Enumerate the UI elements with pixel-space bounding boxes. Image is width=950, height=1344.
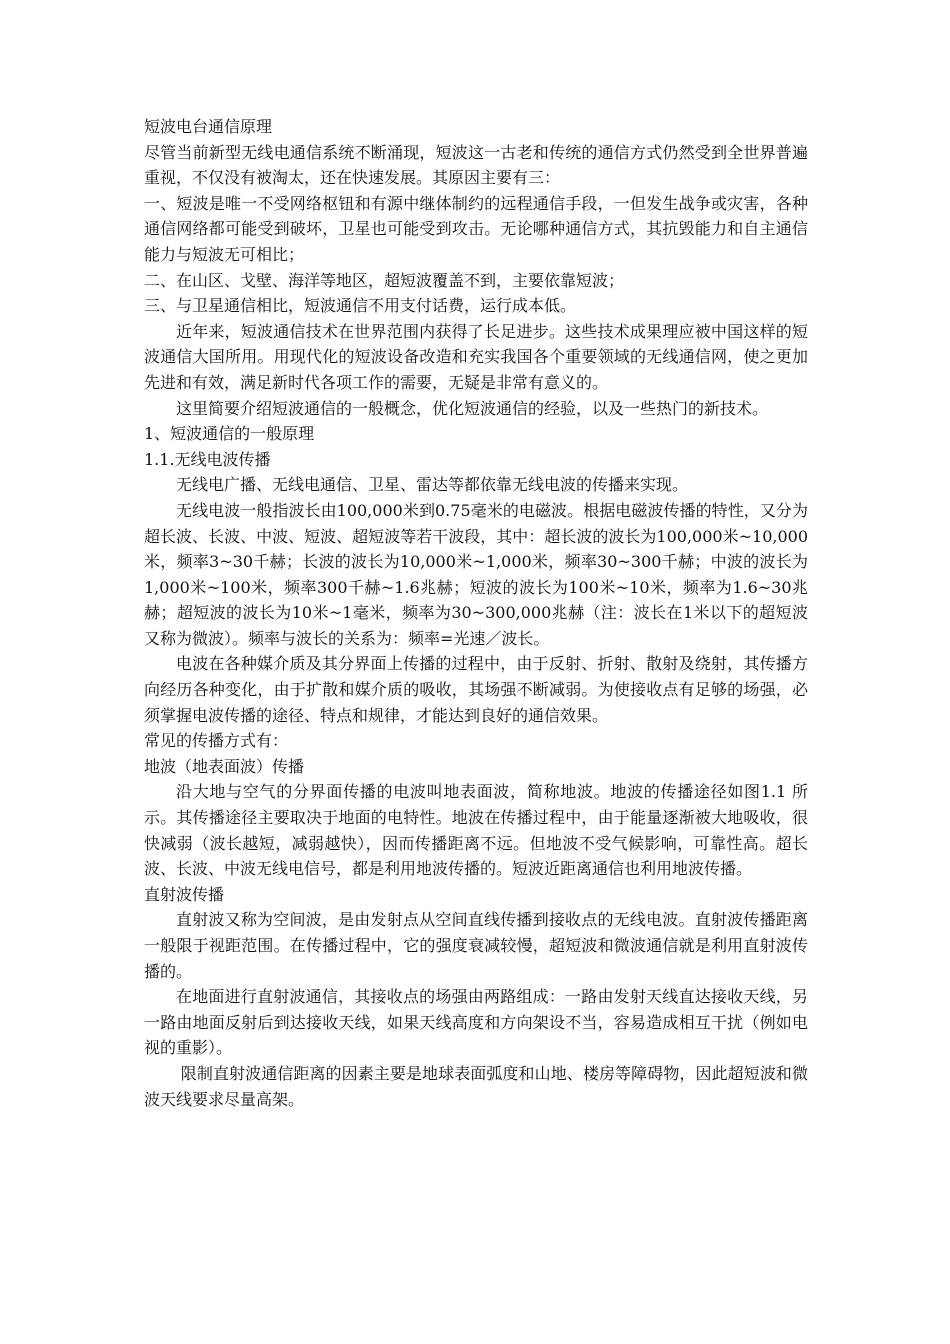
section-heading: 地波（地表面波）传播 xyxy=(144,756,305,776)
body-paragraph: 电波在各种媒介质及其分界面上传播的过程中，由于反射、折射、散射及绕射，其传播方向经历各种变化，由于扩散和媒介质的吸收，其场强不断减弱。为使接收点有足够的场强，必须掌握电波传播的途径、特点和规律，才能达到良好的通信效果。 xyxy=(144,654,808,725)
document-title: 短波电台通信原理 xyxy=(144,117,273,136)
section-heading: 直射波传播 xyxy=(144,884,225,904)
body-paragraph: 近年来，短波通信技术在世界范围内获得了长足进步。这些技术成果理应被中国这样的短波通信大国所用。用现代化的短波设备改造和充实我国各个重要领域的无线通信网，使之更加先进和有效，满足新时代各项工作的需要，无疑是非常有意义的。 xyxy=(144,321,808,392)
body-paragraph: 无线电波一般指波长由100,000米到0.75毫米的电磁波。根据电磁波传播的特性，又分为超长波、长波、中波、短波、超短波等若干波段，其中：超长波的波长为100,000米~10,000米，频率3~30千赫；长波的波长为10,000米~1,000米，频率30~300千赫；中波的波长为1,000米~100米，频率300千赫~1.6兆赫；短波的波长为100米~10米，频率为1.6~30兆赫；超短波的波长为10米~1毫米，频率为30~300,000兆赫（注：波长在1米以下的超短波又称为微波）。频率与波长的关系为：频率=光速／波长。 xyxy=(144,500,808,648)
document-body xyxy=(144,140,808,1113)
body-paragraph: 在地面进行直射波通信，其接收点的场强由两路组成：一路由发射天线直达接收天线，另一路由地面反射后到达接收天线，如果天线高度和方向架设不当，容易造成相互干扰（例如电视的重影）。 xyxy=(144,987,808,1058)
section-heading: 1、短波通信的一般原理 xyxy=(144,424,315,444)
body-paragraph: 尽管当前新型无线电通信系统不断涌现，短波这一古老和传统的通信方式仍然受到全世界普遍重视，不仅没有被淘太，还在快速发展。其原因主要有三： xyxy=(144,142,808,188)
body-paragraph: 无线电广播、无线电通信、卫星、雷达等都依靠无线电波的传播来实现。 xyxy=(176,475,689,495)
section-heading: 1.1.无线电波传播 xyxy=(144,449,271,469)
document-page xyxy=(144,114,808,1112)
body-paragraph: 限制直射波通信距离的因素主要是地球表面弧度和山地、楼房等障碍物，因此超短波和微波天线要求尽量高架。 xyxy=(144,1063,808,1109)
body-paragraph: 直射波又称为空间波，是由发射点从空间直线传播到接收点的无线电波。直射波传播距离一般限于视距范围。在传播过程中，它的强度衰减较慢，超短波和微波通信就是利用直射波传播的。 xyxy=(144,910,808,981)
body-paragraph: 二、在山区、戈壁、海洋等地区，超短波覆盖不到，主要依靠短波； xyxy=(144,270,625,290)
section-heading: 常见的传播方式有： xyxy=(144,731,289,751)
body-paragraph: 这里简要介绍短波通信的一般概念，优化短波通信的经验，以及一些热门的新技术。 xyxy=(176,398,769,418)
body-paragraph: 三、与卫星通信相比，短波通信不用支付话费，运行成本低。 xyxy=(144,296,577,316)
body-paragraph: 一、短波是唯一不受网络枢钮和有源中继体制约的远程通信手段，一但发生战争或灾害，各种通信网络都可能受到破坏，卫星也可能受到攻击。无论哪种通信方式，其抗毁能力和自主通信能力与短波无可相比； xyxy=(144,193,808,264)
body-paragraph: 沿大地与空气的分界面传播的电波叫地表面波，简称地波。地波的传播途径如图1.1 所示。其传播途径主要取决于地面的电特性。地波在传播过程中，由于能量逐渐被大地吸收，很快减弱（波长越短，减弱越快），因而传播距离不远。但地波不受气候影响，可靠性高。超长波、长波、中波无线电信号，都是利用地波传播的。短波近距离通信也利用地波传播。 xyxy=(144,782,808,879)
